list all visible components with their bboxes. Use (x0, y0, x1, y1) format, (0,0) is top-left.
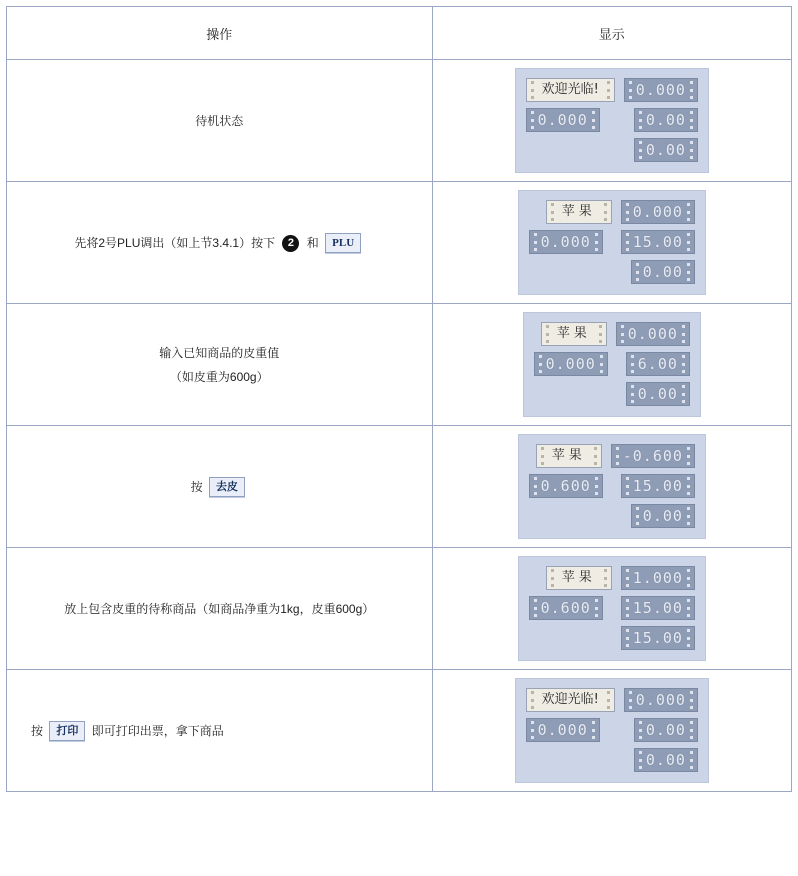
product-name-text: 苹果 (551, 448, 586, 463)
table-row (7, 548, 792, 670)
tick-marks-right (685, 569, 692, 587)
operation-cell (7, 182, 433, 304)
total-price-display (626, 382, 690, 406)
tick-marks-left (624, 203, 631, 221)
unit-price-value: 0.00 (645, 721, 686, 739)
operation-text: 待机状态 (195, 113, 244, 128)
operation-text-line2: （如皮重为600g） (169, 369, 269, 384)
display-row-1 (534, 322, 690, 346)
tick-marks-left (637, 721, 644, 739)
tick-marks-left (624, 233, 631, 251)
tick-marks-right (688, 691, 695, 709)
unit-price-value: 15.00 (632, 599, 683, 617)
tare-value: 0.600 (540, 599, 591, 617)
unit-price-display (634, 718, 698, 742)
product-name-text: 苹果 (556, 326, 591, 341)
tick-marks-left (529, 111, 536, 129)
total-price-display (631, 260, 695, 284)
total-price-value: 0.00 (642, 263, 683, 281)
tick-marks-right (685, 629, 692, 647)
tick-marks-right (605, 81, 612, 99)
tick-marks-left (634, 507, 641, 525)
tick-marks-right (685, 507, 692, 525)
weight-display (621, 566, 695, 590)
total-price-value: 15.00 (632, 629, 683, 647)
tick-marks-left (539, 447, 546, 465)
tick-marks-left (624, 629, 631, 647)
tick-marks-right (680, 325, 687, 343)
tick-marks-left (627, 691, 634, 709)
tare-value: 0.600 (540, 477, 591, 495)
unit-price-display (621, 474, 695, 498)
tick-marks-right (685, 599, 692, 617)
tare-display (534, 352, 608, 376)
unit-price-value: 15.00 (632, 477, 683, 495)
tare-value: 0.000 (545, 355, 596, 373)
tare-value: 0.000 (537, 111, 588, 129)
product-name-window (526, 688, 615, 712)
total-price-value: 0.00 (642, 507, 683, 525)
tare-key[interactable]: 去皮 (209, 477, 245, 497)
tare-display (529, 596, 603, 620)
tick-marks-right (680, 385, 687, 403)
display-row-3 (529, 260, 695, 284)
scale-display-panel (515, 678, 709, 783)
unit-price-display (621, 596, 695, 620)
total-price-display (621, 626, 695, 650)
tare-value: 0.000 (540, 233, 591, 251)
tare-value: 0.000 (537, 721, 588, 739)
tick-marks-left (634, 263, 641, 281)
tare-display (529, 230, 603, 254)
tick-marks-left (549, 203, 556, 221)
tick-marks-left (532, 477, 539, 495)
table-row (7, 304, 792, 426)
tick-marks-right (593, 477, 600, 495)
tick-marks-left (537, 355, 544, 373)
display-row-2 (529, 596, 695, 620)
weight-value: 0.000 (635, 81, 686, 99)
display-row-1 (526, 688, 698, 712)
total-price-value: 0.00 (645, 141, 686, 159)
display-cell (432, 60, 791, 182)
display-row-1 (526, 78, 698, 102)
tick-marks-right (602, 569, 609, 587)
operation-text-prefix: 先将2号PLU调出（如上节3.4.1）按下 (74, 235, 276, 250)
tick-marks-right (688, 111, 695, 129)
operation-cell (7, 670, 433, 792)
table-row (7, 426, 792, 548)
tick-marks-right (593, 599, 600, 617)
procedure-table (6, 6, 792, 792)
table-header-row (7, 7, 792, 60)
tick-marks-left (624, 477, 631, 495)
operation-text-prefix: 按 (31, 723, 44, 738)
tick-marks-right (688, 141, 695, 159)
tare-display (529, 474, 603, 498)
weight-value: 1.000 (632, 569, 683, 587)
numeric-key-2[interactable]: 2 (282, 235, 299, 252)
display-row-2 (526, 108, 698, 132)
display-row-3 (529, 504, 695, 528)
product-name-window (546, 566, 612, 590)
tick-marks-left (624, 599, 631, 617)
product-name-window (526, 78, 615, 102)
tick-marks-left (549, 569, 556, 587)
display-cell (432, 548, 791, 670)
plu-key[interactable]: PLU (325, 233, 361, 253)
weight-display (624, 688, 698, 712)
table-row (7, 670, 792, 792)
display-row-2 (529, 230, 695, 254)
operation-text-line1: 输入已知商品的皮重值 (159, 345, 280, 360)
operation-text-suffix: 即可打印出票，拿下商品 (91, 723, 224, 738)
tick-marks-right (597, 325, 604, 343)
tick-marks-left (627, 81, 634, 99)
tick-marks-right (590, 111, 597, 129)
tare-display (526, 718, 600, 742)
tick-marks-left (529, 691, 536, 709)
tare-display (526, 108, 600, 132)
tick-marks-right (685, 203, 692, 221)
product-name-window (541, 322, 607, 346)
product-name-window (546, 200, 612, 224)
operation-text-prefix: 按 (190, 479, 203, 494)
operation-text-conjunction: 和 (306, 235, 319, 250)
display-cell (432, 182, 791, 304)
total-price-value: 0.00 (645, 751, 686, 769)
operation-cell (7, 304, 433, 426)
tick-marks-left (529, 81, 536, 99)
tick-marks-left (532, 599, 539, 617)
tick-marks-left (529, 721, 536, 739)
total-price-display (634, 748, 698, 772)
tick-marks-right (680, 355, 687, 373)
operation-cell (7, 548, 433, 670)
table-row (7, 60, 792, 182)
tick-marks-left (544, 325, 551, 343)
product-name-text: 欢迎光临! (541, 692, 599, 707)
display-row-1 (529, 200, 695, 224)
scale-display-panel (518, 434, 706, 539)
tick-marks-right (688, 81, 695, 99)
operation-text: 放上包含皮重的待称商品（如商品净重为1kg，皮重600g） (64, 601, 375, 616)
tick-marks-right (593, 233, 600, 251)
display-cell (432, 670, 791, 792)
tick-marks-left (629, 385, 636, 403)
scale-display-panel (515, 68, 709, 173)
unit-price-display (626, 352, 690, 376)
display-cell (432, 304, 791, 426)
unit-price-value: 15.00 (632, 233, 683, 251)
tick-marks-left (619, 325, 626, 343)
product-name-window (536, 444, 602, 468)
total-price-display (631, 504, 695, 528)
tick-marks-right (685, 233, 692, 251)
display-row-3 (529, 626, 695, 650)
tick-marks-right (685, 477, 692, 495)
display-row-2 (526, 718, 698, 742)
table-row (7, 182, 792, 304)
tick-marks-right (688, 721, 695, 739)
tick-marks-left (629, 355, 636, 373)
weight-display (621, 200, 695, 224)
print-key[interactable]: 打印 (49, 721, 85, 741)
scale-display-panel (518, 190, 706, 295)
weight-value: 0.000 (627, 325, 678, 343)
display-row-1 (529, 444, 695, 468)
total-price-value: 0.00 (637, 385, 678, 403)
tick-marks-right (605, 691, 612, 709)
product-name-text: 欢迎光临! (541, 82, 599, 97)
tick-marks-right (602, 203, 609, 221)
scale-display-panel (518, 556, 706, 661)
unit-price-value: 6.00 (637, 355, 678, 373)
tick-marks-right (688, 751, 695, 769)
weight-display (611, 444, 695, 468)
product-name-text: 苹果 (561, 204, 596, 219)
unit-price-display (621, 230, 695, 254)
display-row-3 (526, 138, 698, 162)
product-name-text: 苹果 (561, 570, 596, 585)
operation-cell (7, 60, 433, 182)
total-price-display (634, 138, 698, 162)
tick-marks-right (685, 263, 692, 281)
column-header-display: 显示 (432, 7, 791, 60)
unit-price-display (634, 108, 698, 132)
tick-marks-left (637, 141, 644, 159)
tick-marks-right (598, 355, 605, 373)
unit-price-value: 0.00 (645, 111, 686, 129)
tick-marks-right (590, 721, 597, 739)
weight-display (616, 322, 690, 346)
tick-marks-right (685, 447, 692, 465)
weight-value: -0.600 (622, 447, 683, 465)
scale-display-panel (523, 312, 701, 417)
tick-marks-left (637, 111, 644, 129)
weight-value: 0.000 (632, 203, 683, 221)
display-row-2 (529, 474, 695, 498)
display-cell (432, 426, 791, 548)
display-row-1 (529, 566, 695, 590)
operation-cell (7, 426, 433, 548)
weight-display (624, 78, 698, 102)
tick-marks-right (592, 447, 599, 465)
tick-marks-left (624, 569, 631, 587)
tick-marks-left (614, 447, 621, 465)
display-row-3 (534, 382, 690, 406)
weight-value: 0.000 (635, 691, 686, 709)
display-row-2 (534, 352, 690, 376)
display-row-3 (526, 748, 698, 772)
tick-marks-left (637, 751, 644, 769)
column-header-operation: 操作 (7, 7, 433, 60)
tick-marks-left (532, 233, 539, 251)
